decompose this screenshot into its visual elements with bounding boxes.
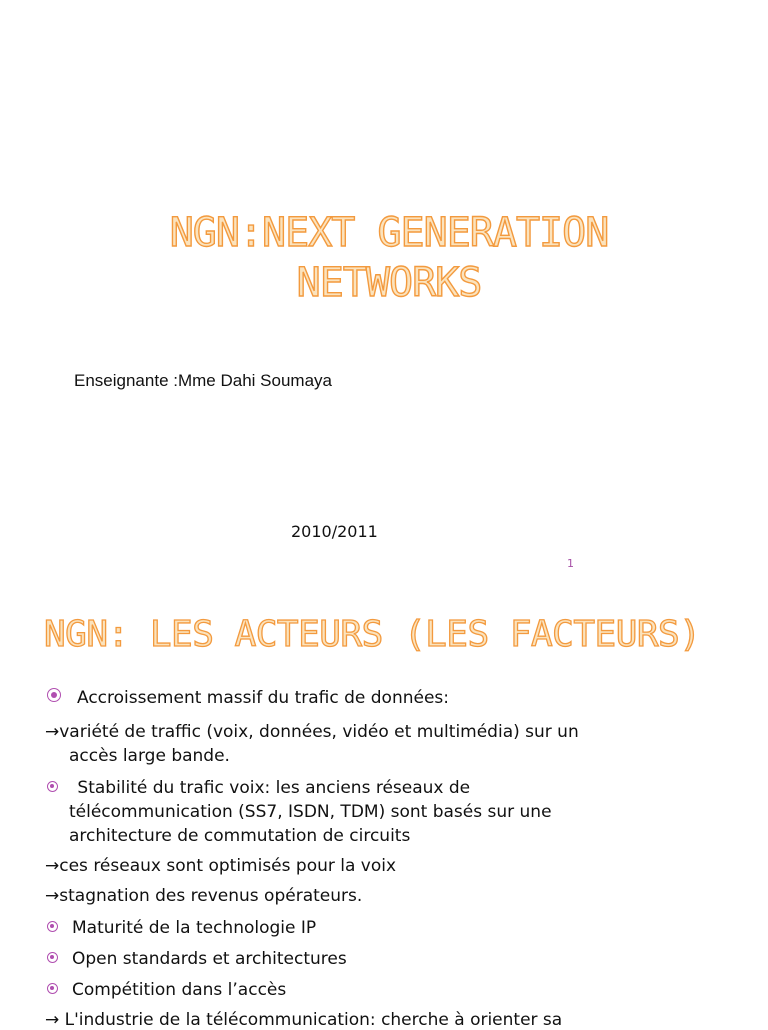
bullet-icon [47, 688, 61, 702]
list-item [47, 949, 347, 969]
line-text: ces réseaux sont optimisés pour la voix [59, 856, 397, 876]
list-item [47, 746, 230, 766]
list-item [45, 722, 579, 742]
line-text: variété de traffic (voix, données, vidéo et multimédia) sur un [59, 722, 579, 742]
bullet-icon [47, 983, 58, 994]
list-item [45, 1010, 562, 1030]
academic-year: 2010/2011 [291, 522, 378, 541]
list-item [47, 688, 449, 708]
bullet-icon [47, 921, 58, 932]
line-text: Compétition dans l’accès [72, 980, 287, 1000]
arrow-icon: → [45, 886, 60, 906]
line-text: L'industrie de la télécommunication: cherche à orienter sa [59, 1010, 563, 1030]
arrow-icon: → [45, 1010, 60, 1030]
line-text: Accroissement massif du trafic de données: [77, 688, 449, 708]
list-item [47, 826, 410, 846]
bullet-icon [47, 781, 58, 792]
title-line-1: NGN:NEXT GENERATION [169, 210, 609, 256]
list-item [47, 918, 316, 938]
list-item [47, 802, 552, 822]
list-item [45, 856, 396, 876]
teacher-name: Enseignante :Mme Dahi Soumaya [74, 371, 332, 390]
arrow-icon: → [45, 722, 60, 742]
slide-2-title: NGN: LES ACTEURS (LES FACTEURS) [44, 614, 701, 655]
line-text: stagnation des revenus opérateurs. [59, 886, 363, 906]
line-text: Maturité de la technologie IP [72, 918, 317, 938]
bullet-icon [47, 952, 58, 963]
slide-number: 1 [567, 557, 574, 570]
line-text: télécommunication (SS7, ISDN, TDM) sont basés sur une [69, 802, 552, 822]
line-text: architecture de commutation de circuits [69, 826, 411, 846]
list-item [45, 886, 362, 906]
line-text: Open standards et architectures [72, 949, 347, 969]
title-line-2: NETWORKS [296, 260, 482, 306]
slide-1-title [0, 208, 768, 308]
line-text: accès large bande. [69, 746, 230, 766]
list-item [47, 980, 286, 1000]
line-text: Stabilité du trafic voix: les anciens réseaux de [72, 778, 471, 798]
arrow-icon: → [45, 856, 60, 876]
list-item [47, 778, 470, 798]
